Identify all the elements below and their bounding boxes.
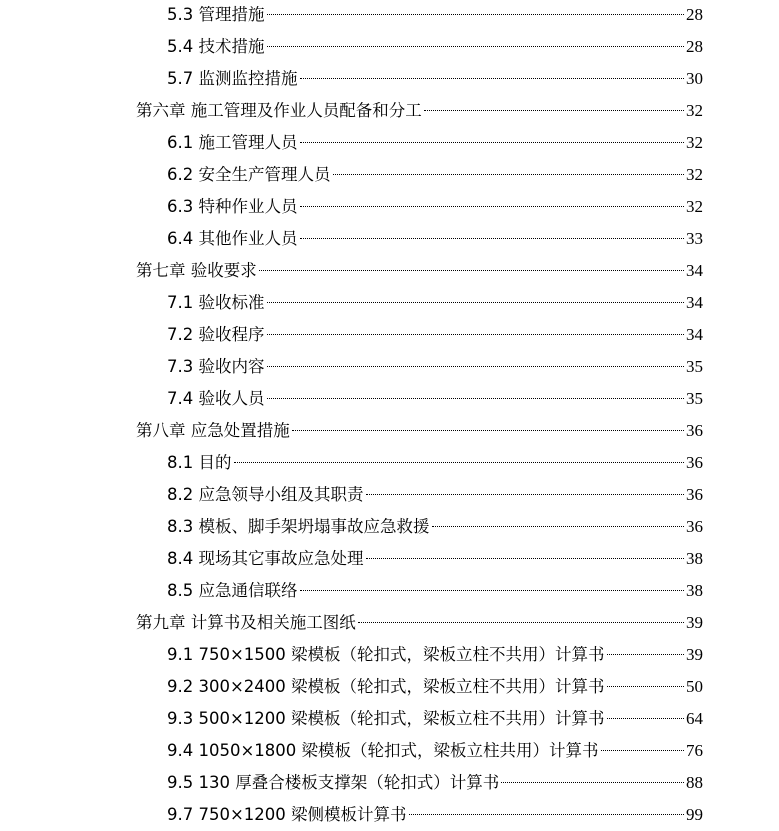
dot-leader — [300, 78, 685, 79]
toc-entry-title: 8.3 模板、脚手架坍塌事故应急救援 — [167, 517, 430, 536]
toc-section-entry[interactable] — [167, 479, 703, 511]
toc-entry-title: 9.7 750×1200 梁侧模板计算书 — [167, 805, 407, 824]
toc-page-number: 38 — [686, 549, 703, 568]
toc-section-entry[interactable] — [167, 799, 703, 831]
dot-leader — [267, 302, 685, 303]
toc-page-number: 88 — [686, 773, 703, 792]
toc-page-number: 76 — [686, 741, 703, 760]
dot-leader — [259, 270, 684, 271]
toc-chapter-entry[interactable] — [136, 607, 703, 639]
toc-section-entry[interactable] — [167, 223, 703, 255]
toc-page-number: 32 — [686, 197, 703, 216]
toc-chapter-entry[interactable] — [136, 255, 703, 287]
toc-section-entry[interactable] — [167, 0, 703, 31]
dot-leader — [300, 142, 685, 143]
toc-section-entry[interactable] — [167, 511, 703, 543]
toc-section-entry[interactable] — [167, 671, 703, 703]
toc-page-number: 28 — [686, 5, 703, 24]
dot-leader — [333, 174, 685, 175]
toc-entry-title: 8.5 应急通信联络 — [167, 581, 298, 600]
toc-page-number: 28 — [686, 37, 703, 56]
dot-leader — [424, 110, 684, 111]
toc-entry-title: 第八章 应急处置措施 — [136, 421, 290, 440]
toc-entry-title: 6.2 安全生产管理人员 — [167, 165, 331, 184]
dot-leader — [267, 398, 685, 399]
dot-leader — [267, 14, 685, 15]
toc-entry-title: 9.2 300×2400 梁模板（轮扣式，梁板立柱不共用）计算书 — [167, 677, 605, 696]
dot-leader — [501, 782, 684, 783]
dot-leader — [267, 366, 685, 367]
toc-section-entry[interactable] — [167, 383, 703, 415]
toc-section-entry[interactable] — [167, 575, 703, 607]
toc-entry-title: 第九章 计算书及相关施工图纸 — [136, 613, 356, 632]
toc-entry-title: 6.4 其他作业人员 — [167, 229, 298, 248]
dot-leader — [366, 558, 685, 559]
toc-entry-title: 8.2 应急领导小组及其职责 — [167, 485, 364, 504]
toc-page-number: 30 — [686, 69, 703, 88]
toc-page-number: 50 — [686, 677, 703, 696]
toc-entry-title: 7.4 验收人员 — [167, 389, 265, 408]
toc-page-number: 36 — [686, 485, 703, 504]
toc-entry-title: 5.4 技术措施 — [167, 37, 265, 56]
toc-page-number: 38 — [686, 581, 703, 600]
dot-leader — [601, 750, 684, 751]
toc-page-number: 35 — [686, 389, 703, 408]
toc-entry-title: 9.1 750×1500 梁模板（轮扣式，梁板立柱不共用）计算书 — [167, 645, 605, 664]
toc-section-entry[interactable] — [167, 447, 703, 479]
toc-section-entry[interactable] — [167, 319, 703, 351]
toc-page-number: 99 — [686, 805, 703, 824]
dot-leader — [267, 334, 685, 335]
toc-page-number: 36 — [686, 453, 703, 472]
toc-entry-title: 9.4 1050×1800 梁模板（轮扣式，梁板立柱共用）计算书 — [167, 741, 599, 760]
toc-chapter-entry[interactable] — [136, 95, 703, 127]
toc-section-entry[interactable] — [167, 703, 703, 735]
toc-section-entry[interactable] — [167, 767, 703, 799]
toc-entry-title: 8.1 目的 — [167, 453, 232, 472]
toc-page-number: 36 — [686, 421, 703, 440]
toc-entry-title: 9.5 130 厚叠合楼板支撑架（轮扣式）计算书 — [167, 773, 500, 792]
dot-leader — [300, 238, 685, 239]
toc-section-entry[interactable] — [167, 351, 703, 383]
toc-page-number: 34 — [686, 261, 703, 280]
dot-leader — [432, 526, 685, 527]
toc-entry-title: 7.3 验收内容 — [167, 357, 265, 376]
toc-page-number: 36 — [686, 517, 703, 536]
toc-section-entry[interactable] — [167, 159, 703, 191]
dot-leader — [366, 494, 685, 495]
dot-leader — [607, 686, 684, 687]
toc-page-number: 32 — [686, 101, 703, 120]
dot-leader — [607, 654, 684, 655]
toc-entry-title: 9.3 500×1200 梁模板（轮扣式，梁板立柱不共用）计算书 — [167, 709, 605, 728]
toc-entry-title: 6.3 特种作业人员 — [167, 197, 298, 216]
toc-section-entry[interactable] — [167, 287, 703, 319]
toc-page-number: 39 — [686, 645, 703, 664]
toc-section-entry[interactable] — [167, 63, 703, 95]
toc-entry-title: 第七章 验收要求 — [136, 261, 257, 280]
dot-leader — [300, 206, 685, 207]
dot-leader — [267, 46, 685, 47]
toc-page-number: 32 — [686, 165, 703, 184]
toc-section-entry[interactable] — [167, 127, 703, 159]
toc-page-number: 35 — [686, 357, 703, 376]
toc-entry-title: 5.3 管理措施 — [167, 5, 265, 24]
toc-page-number: 34 — [686, 325, 703, 344]
toc-section-entry[interactable] — [167, 543, 703, 575]
toc-entry-title: 5.7 监测监控措施 — [167, 69, 298, 88]
dot-leader — [234, 462, 685, 463]
toc-page-number: 39 — [686, 613, 703, 632]
toc-section-entry[interactable] — [167, 639, 703, 671]
toc-section-entry[interactable] — [167, 191, 703, 223]
dot-leader — [292, 430, 684, 431]
toc-entry-title: 7.1 验收标准 — [167, 293, 265, 312]
toc-chapter-entry[interactable] — [136, 415, 703, 447]
toc-page-number: 64 — [686, 709, 703, 728]
toc-section-entry[interactable] — [167, 31, 703, 63]
dot-leader — [607, 718, 684, 719]
dot-leader — [300, 590, 685, 591]
dot-leader — [358, 622, 684, 623]
toc-page-number: 33 — [686, 229, 703, 248]
toc-entry-title: 第六章 施工管理及作业人员配备和分工 — [136, 101, 422, 120]
toc-section-entry[interactable] — [167, 735, 703, 767]
toc-page-number: 32 — [686, 133, 703, 152]
toc-entry-title: 8.4 现场其它事故应急处理 — [167, 549, 364, 568]
toc-entry-title: 6.1 施工管理人员 — [167, 133, 298, 152]
toc-page-number: 34 — [686, 293, 703, 312]
dot-leader — [409, 814, 684, 815]
toc-entry-title: 7.2 验收程序 — [167, 325, 265, 344]
